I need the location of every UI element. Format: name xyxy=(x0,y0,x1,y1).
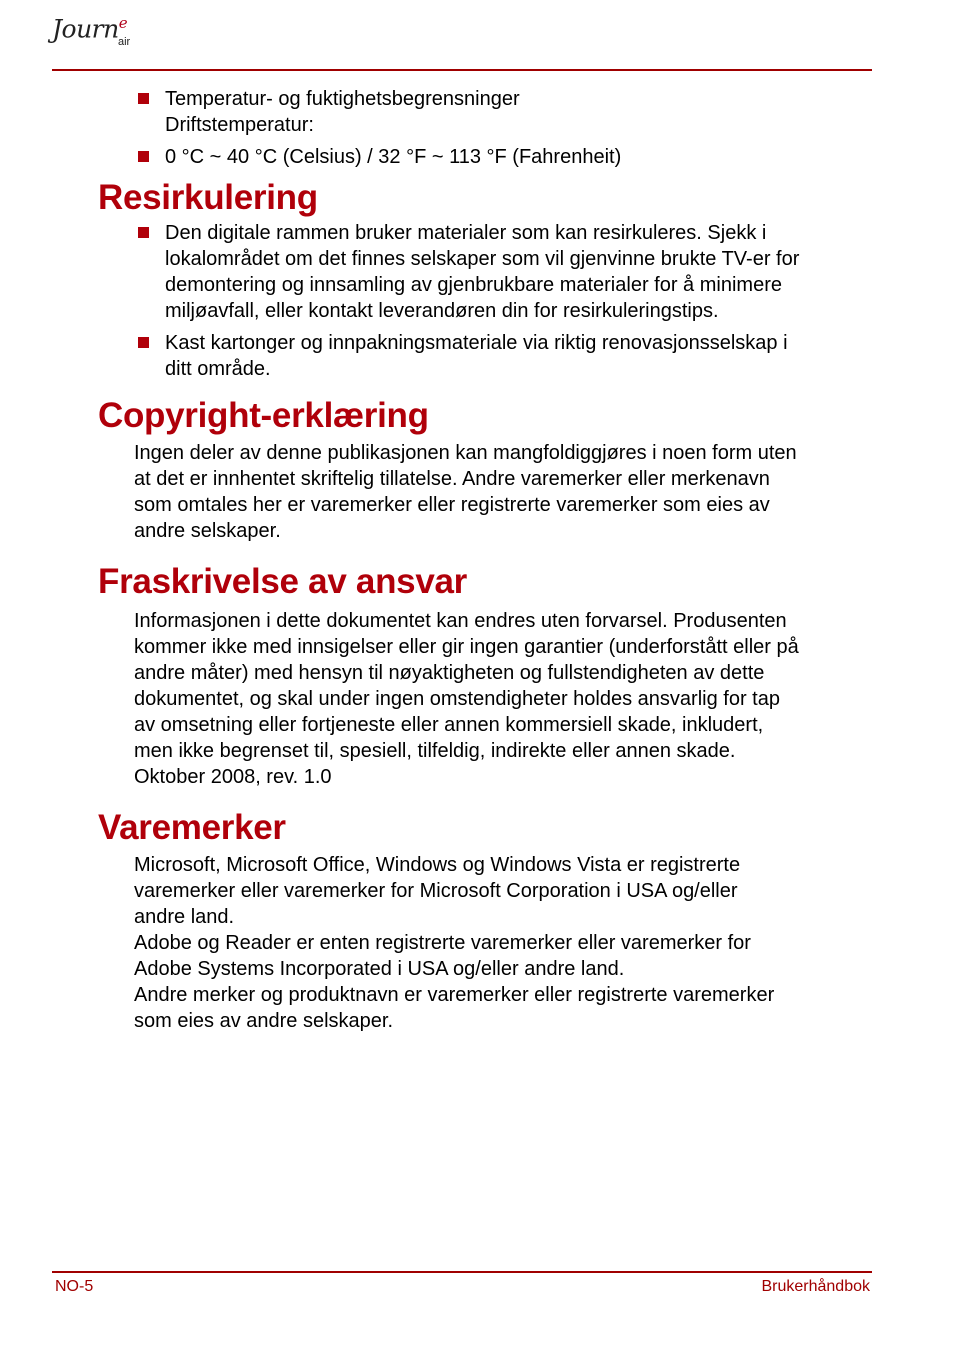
journe-air-logo xyxy=(52,14,142,64)
copyright-paragraph xyxy=(98,440,870,544)
paragraph-line: kommer ikke med innsigelser eller gir ingen garantier (underforstått eller på xyxy=(134,636,799,658)
paragraph-line: men ikke begrenset til, spesiell, tilfeldig, indirekte eller annen skade. xyxy=(134,740,736,762)
footer-rule xyxy=(52,1271,872,1273)
bullet-line: ditt område. xyxy=(165,358,271,380)
bullet-item-recycling-materials xyxy=(98,220,870,324)
bullet-line: Temperatur- og fuktighetsbegrensninger xyxy=(165,88,520,110)
trademarks-paragraph xyxy=(98,852,870,1034)
bullet-square-icon xyxy=(138,337,149,348)
manual-title: Brukerhåndbok xyxy=(761,1278,870,1295)
bullet-line: 0 °C ~ 40 °C (Celsius) / 32 °F ~ 113 °F (Fahrenheit) xyxy=(165,146,622,168)
header-rule xyxy=(52,69,872,71)
paragraph-line: Microsoft, Microsoft Office, Windows og Windows Vista er registrerte xyxy=(134,854,741,876)
paragraph-line: Andre merker og produktnavn er varemerker eller registrerte varemerker xyxy=(134,984,775,1006)
paragraph-line: som eies av andre selskaper. xyxy=(134,1010,394,1032)
logo-script: Journ$^e$ xyxy=(52,14,128,44)
paragraph-line: Informasjonen i dette dokumentet kan endres uten forvarsel. Produsenten xyxy=(134,610,787,632)
bullet-line: Kast kartonger og innpakningsmateriale via riktig renovasjonsselskap i xyxy=(165,332,788,354)
bullet-line: Den digitale rammen bruker materialer som kan resirkuleres. Sjekk i xyxy=(165,222,767,244)
paragraph-line: Oktober 2008, rev. 1.0 xyxy=(134,766,332,788)
bullet-line: Driftstemperatur: xyxy=(165,114,314,136)
paragraph-line: Adobe og Reader er enten registrerte varemerker eller varemerker for xyxy=(134,932,751,954)
paragraph-line: Ingen deler av denne publikasjonen kan mangfoldiggjøres i noen form uten xyxy=(134,442,797,464)
paragraph-line: som omtales her er varemerker eller registrerte varemerker som eies av xyxy=(134,494,770,516)
bullet-square-icon xyxy=(138,227,149,238)
section-title-trademarks: Varemerker xyxy=(98,808,286,847)
logo-air-text: air xyxy=(118,36,131,48)
paragraph-line: andre selskaper. xyxy=(134,520,281,542)
bullet-item-temperature xyxy=(98,144,870,170)
paragraph-line: at det er innhentet skriftelig tillatelse. Andre varemerker eller merkenavn xyxy=(134,468,770,490)
paragraph-line: dokumentet, og skal under ingen omstendigheter holdes ansvarlig for tap xyxy=(134,688,780,710)
section-title-copyright: Copyright-erklæring xyxy=(98,396,429,435)
bullet-line: lokalområdet om det finnes selskaper som vil gjenvinne brukte TV-er for xyxy=(165,248,800,270)
section-title-disclaimer: Fraskrivelse av ansvar xyxy=(98,562,467,601)
disclaimer-paragraph xyxy=(98,608,870,790)
bullet-line: demontering og innsamling av gjenbrukbare materialer for å minimere xyxy=(165,274,782,296)
paragraph-line: andre måter) med hensyn til nøyaktigheten og fullstendigheten av dette xyxy=(134,662,765,684)
paragraph-line: Adobe Systems Incorporated i USA og/eller andre land. xyxy=(134,958,625,980)
bullet-item-conditions xyxy=(98,86,870,138)
paragraph-line: varemerker eller varemerker for Microsoft Corporation i USA og/eller xyxy=(134,880,738,902)
section-title-recycling: Resirkulering xyxy=(98,178,318,217)
paragraph-line: andre land. xyxy=(134,906,235,928)
bullet-item-packaging xyxy=(98,330,870,382)
page-content xyxy=(98,86,870,1034)
bullet-square-icon xyxy=(138,93,149,104)
bullet-line: miljøavfall, eller kontakt leverandøren din for resirkuleringstips. xyxy=(165,300,719,322)
paragraph-line: av omsetning eller fortjeneste eller annen kommersiell skade, inkludert, xyxy=(134,714,764,736)
page-number: NO-5 xyxy=(55,1278,94,1295)
bullet-square-icon xyxy=(138,151,149,162)
